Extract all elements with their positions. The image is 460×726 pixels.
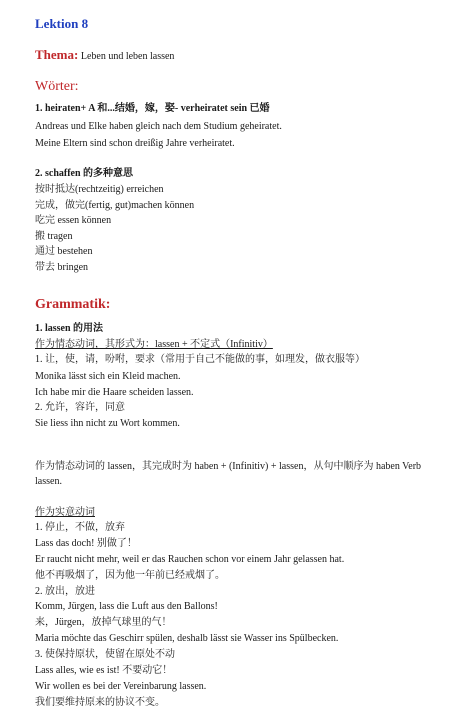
perfect-note: 作为情态动词的 lassen，其完成时为 haben + (Infinitiv) + lassen，从句中顺序为 haben Verb lassen.: [35, 461, 422, 487]
modal-verb-line: Sie liess ihn nicht zu Wort kommen.: [35, 418, 180, 429]
modal-verb-line: 1. 让，使，请，吩咐，要求（常用于自己不能做的事，如理发，做衣服等）: [35, 354, 365, 365]
full-verb-line: Lass das doch! 别做了！: [35, 538, 137, 549]
schaffen-meaning: 通过 bestehen: [35, 246, 93, 257]
full-verb-line: 来，Jürgen，放掉气球里的气！: [35, 617, 172, 628]
full-verb-line: Komm, Jürgen, lass die Luft aus den Ballons!: [35, 601, 218, 612]
thema-line: [35, 47, 174, 65]
full-verb-line: Lass alles, wie es ist! 不要动它！: [35, 665, 173, 676]
woerter-title: Wörter:: [35, 79, 79, 94]
grammatik-title: Grammatik:: [35, 297, 111, 312]
full-verb-line: 2. 放出，放进: [35, 586, 95, 597]
lesson-title: Lektion 8: [35, 16, 89, 31]
full-verb-line: 他不再吸烟了，因为他一年前已经戒烟了。: [35, 570, 225, 581]
modal-verb-title: 作为情态动词，其形式为：lassen + 不定式（Infinitiv）: [35, 339, 273, 350]
schaffen-meaning: 按时抵达(rechtzeitig) erreichen: [35, 184, 164, 195]
full-verb-line: Wir wollen es bei der Vereinbarung lassen.: [35, 681, 207, 692]
schaffen-meaning: 完成，做完(fertig, gut)machen können: [35, 200, 195, 211]
thema-label: Thema:: [35, 47, 79, 62]
full-verb-line: Maria möchte das Geschirr spülen, deshalb lässt sie Wasser ins Spülbecken.: [35, 633, 339, 644]
grammatik-heading: 1. lassen 的用法: [35, 323, 104, 334]
modal-verb-line: Ich habe mir die Haare scheiden lassen.: [35, 387, 194, 398]
modal-verb-line: Monika lässt sich ein Kleid machen.: [35, 371, 181, 382]
full-verb-line: Er raucht nicht mehr, weil er das Rauchen schon vor einem Jahr gelassen hat.: [35, 554, 345, 565]
woerter-item1-example: Meine Eltern sind schon dreißig Jahre verheiratet.: [35, 138, 235, 149]
thema-value: Leben und leben lassen: [80, 51, 175, 62]
schaffen-meaning: 带去 bringen: [35, 262, 89, 273]
woerter-item1-example: Andreas und Elke haben gleich nach dem Studium geheiratet.: [35, 121, 282, 132]
full-verb-line: 我们要维持原来的协议不变。: [35, 697, 165, 708]
woerter-item1-heading: 1. heiraten+ A 和...结婚，嫁，娶- verheiratet sein 已婚: [35, 103, 270, 114]
full-verb-line: 1. 停止，不做，放弃: [35, 522, 125, 533]
full-verb-line: 3. 使保持原状，使留在原处不动: [35, 649, 175, 660]
modal-verb-line: 2. 允许，容许，同意: [35, 402, 125, 413]
schaffen-meaning: 搬 tragen: [35, 231, 73, 242]
woerter-item2-heading: 2. schaffen 的多种意思: [35, 168, 134, 179]
full-verb-title: 作为实意动词: [35, 507, 95, 518]
schaffen-meaning: 吃完 essen können: [35, 215, 112, 226]
